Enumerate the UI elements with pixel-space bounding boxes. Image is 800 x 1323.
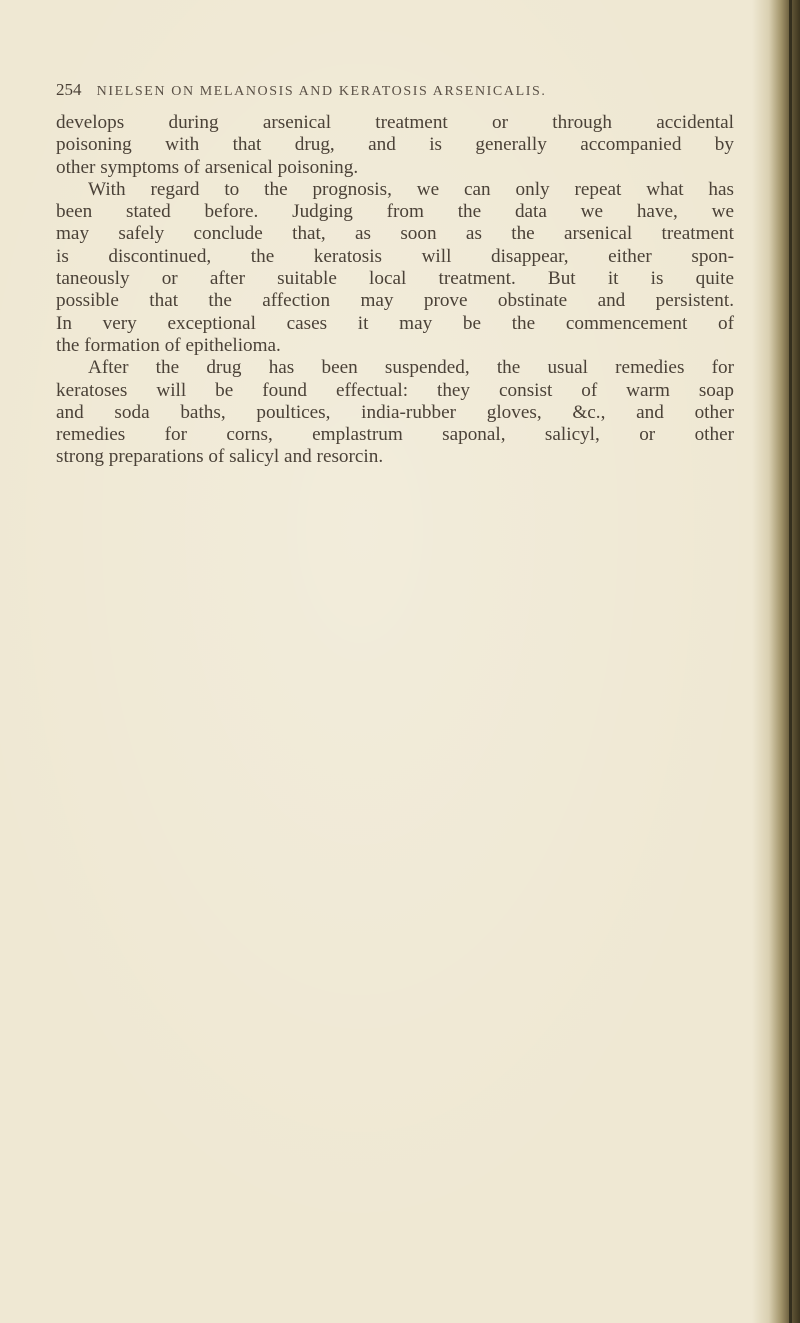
page-edge-shadow [752, 0, 800, 1323]
text-line: develops during arsenical treatment or through accidental [56, 112, 734, 133]
page-edge-binding [789, 0, 792, 1323]
text-line: other symptoms of arsenical poisoning. [56, 156, 359, 178]
running-header [56, 80, 696, 100]
text-line: may safely conclude that, as soon as the arsenical treatment [56, 223, 734, 245]
text-line: In very exceptional cases it may be the commencement of [56, 312, 734, 334]
paragraph-2 [56, 179, 734, 357]
text-line: the formation of epithelioma. [56, 334, 281, 356]
text-line: been stated before. Judging from the data we have, we [56, 201, 734, 223]
page-number: 254 [56, 80, 82, 99]
text-line: remedies for corns, emplastrum saponal, salicyl, or other [56, 424, 734, 446]
text-line: is discontinued, the keratosis will disappear, either spon- [56, 245, 734, 267]
body-text [56, 112, 734, 469]
text-line: and soda baths, poultices, india-rubber gloves, &c., and other [56, 401, 734, 423]
paragraph-1 [56, 112, 734, 179]
text-line: With regard to the prognosis, we can only repeat what has [88, 178, 734, 200]
text-line: possible that the affection may prove obstinate and persistent. [56, 290, 734, 312]
text-line: strong preparations of salicyl and resorcin. [56, 446, 384, 468]
running-title: NIELSEN ON MELANOSIS AND KERATOSIS ARSENICALIS. [96, 84, 547, 99]
paragraph-3 [56, 357, 734, 468]
text-line: keratoses will be found effectual: they consist of warm soap [56, 379, 734, 401]
text-line: poisoning with that drug, and is generally accompanied by [56, 134, 734, 156]
text-line: taneously or after suitable local treatment. But it is quite [56, 268, 734, 290]
text-line: After the drug has been suspended, the usual remedies for [88, 357, 734, 379]
